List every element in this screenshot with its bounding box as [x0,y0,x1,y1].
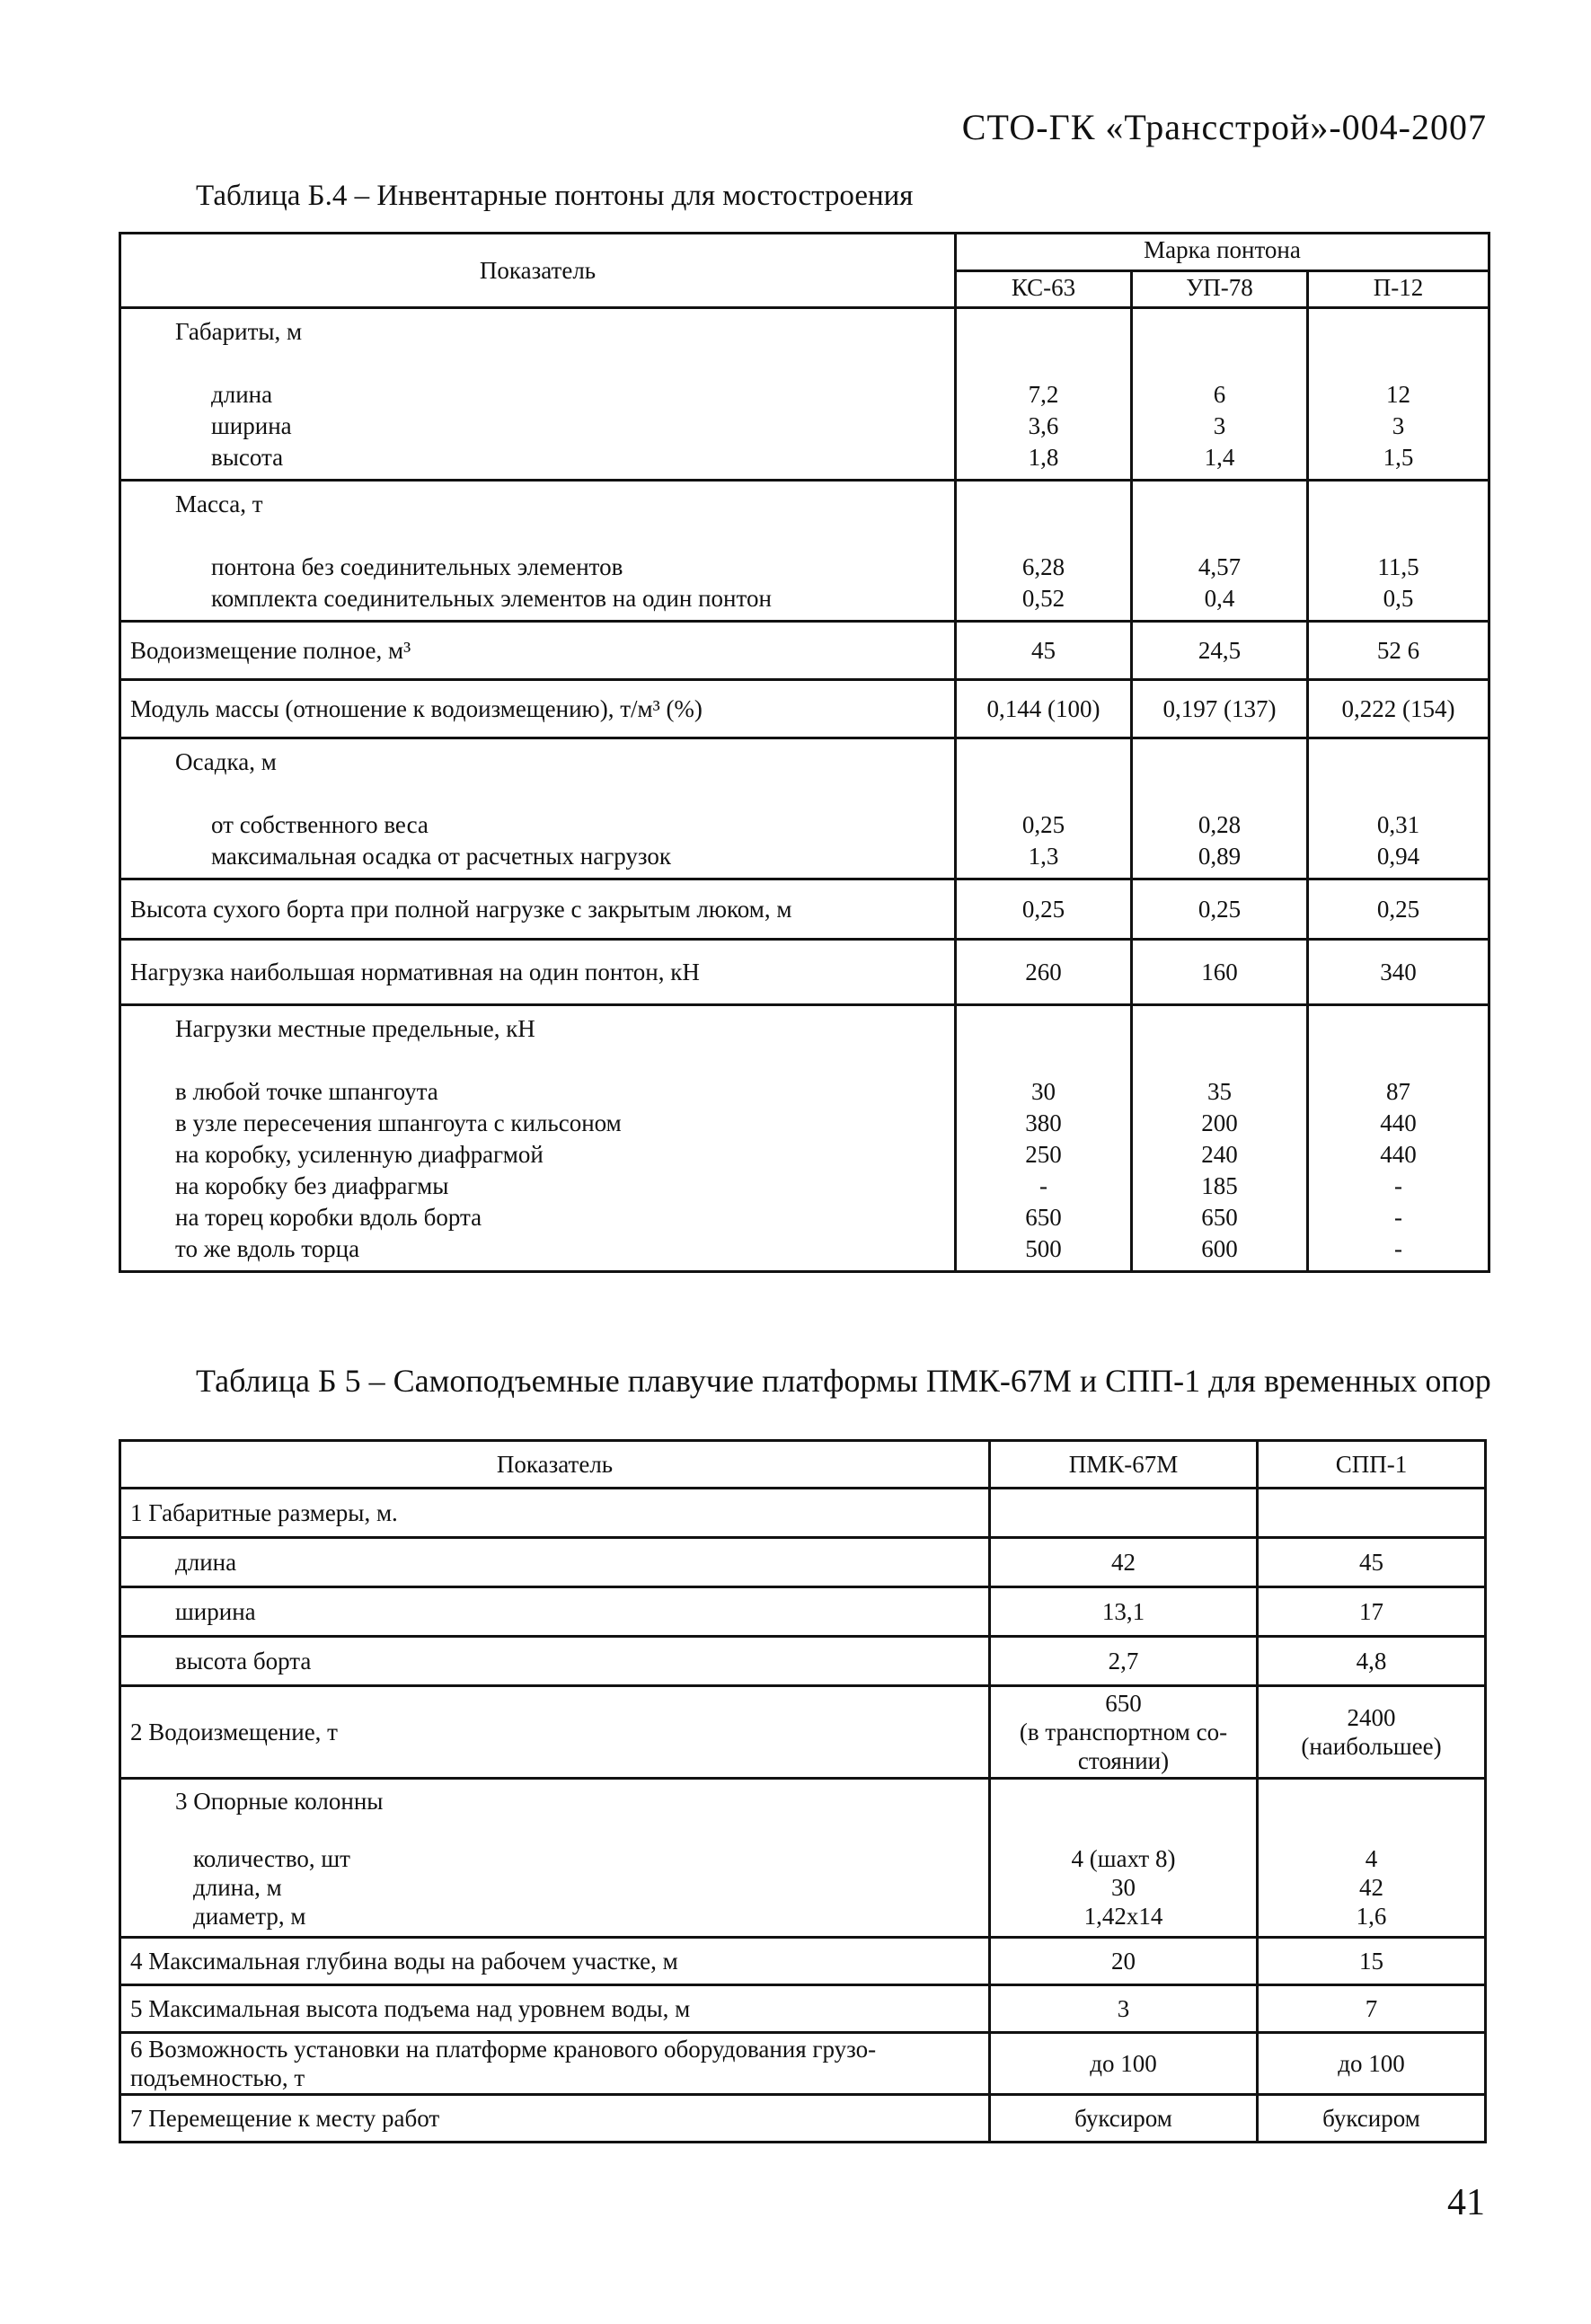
cell-value: 0,197 (137) [1132,680,1308,738]
cell-value: 2400 [1347,1704,1396,1731]
row-label: 6 Возможность установки на платформе кранового оборудования грузо- [130,2036,877,2063]
group-title: Осадка, м [175,748,277,775]
header-col-up78: УП-78 [1132,270,1308,308]
row-label: длина [120,1538,990,1587]
row-label: длина, м [193,1874,282,1901]
table-b5-header-row [120,1441,1486,1489]
cell-value: 87 [1386,1078,1410,1105]
row-label: 4 Максимальная глубина воды на рабочем участке, м [120,1938,990,1985]
row-label: то же вдоль торца [175,1235,360,1262]
table-row-length [120,1538,1486,1587]
cell-value: - [1394,1235,1402,1262]
cell-value: 0,31 [1376,811,1420,838]
row-label: максимальная осадка от расчетных нагрузок [211,843,672,870]
cell-value: 1,3 [1028,843,1059,870]
cell-value: 15 [1258,1938,1486,1985]
cell-value: 0,52 [1021,585,1065,612]
cell-value: 340 [1308,940,1489,1005]
row-label: от собственного веса [211,811,429,838]
table-row-mass [120,481,1489,622]
group-title: 3 Опорные колонны [175,1788,384,1815]
cell-value: 0,4 [1204,585,1235,612]
cell-value: - [1394,1204,1402,1231]
table-b5 [119,1439,1487,2143]
row-label: подъемностью, т [130,2064,305,2091]
cell-value: 600 [1201,1235,1238,1262]
cell-value: 35 [1207,1078,1232,1105]
header-col-spp1: СПП-1 [1258,1441,1486,1489]
table-row-mass-modulus [120,680,1489,738]
cell-value: до 100 [1258,2033,1486,2095]
cell-value: 7 [1258,1985,1486,2033]
cell-value: 52 6 [1308,622,1489,680]
document-code: СТО-ГК «Трансстрой»-004-2007 [961,107,1487,147]
row-label: на коробку, усиленную диафрагмой [175,1141,544,1168]
table-row-displacement [120,622,1489,680]
table-b4-header-row [120,234,1489,271]
cell-value: 2,7 [990,1637,1258,1686]
cell-value: 0,89 [1198,843,1242,870]
row-label: 1 Габаритные размеры, м. [120,1489,990,1538]
table-row-dimensions [120,1489,1486,1538]
cell-value: 42 [1359,1874,1383,1901]
cell-value: - [1394,1172,1402,1199]
cell-value: 440 [1380,1141,1417,1168]
row-label: 7 Перемещение к месту работ [120,2095,990,2143]
cell-value: 0,5 [1383,585,1414,612]
header-indicator: Показатель [120,1441,990,1489]
cell-value: 7,2 [1028,381,1059,408]
row-label: на коробку без диафрагмы [175,1172,449,1199]
row-label: 2 Водоизмещение, т [120,1686,990,1779]
table-b4-caption: Таблица Б.4 – Инвентарные понтоны для мостостроения [196,180,914,212]
cell-value: (в транспортном со- [1019,1719,1228,1745]
row-label: длина [211,381,273,408]
header-col-ks63: КС-63 [956,270,1132,308]
table-row-side-height [120,1637,1486,1686]
row-label: количество, шт [193,1845,350,1872]
cell-value: 17 [1258,1587,1486,1637]
cell-value: 30 [1031,1078,1056,1105]
table-row-crane [120,2033,1486,2095]
table-row-max-load [120,940,1489,1005]
cell-value: 185 [1201,1172,1238,1199]
cell-value: 0,25 [1021,811,1065,838]
cell-value: (наибольшее) [1301,1733,1442,1760]
row-label: ширина [120,1587,990,1637]
cell-value: 0,94 [1376,843,1420,870]
cell-value: 650 [1201,1204,1238,1231]
header-col-p12: П-12 [1308,270,1489,308]
cell-value: 0,28 [1198,811,1242,838]
cell-value: буксиром [990,2095,1258,2143]
cell-value: 3,6 [1028,412,1059,439]
cell-value: 4,57 [1198,553,1242,580]
cell-value: 42 [990,1538,1258,1587]
cell-value: 200 [1201,1109,1238,1136]
row-label: в узле пересечения шпангоута с кильсоном [175,1109,622,1136]
cell-value: 0,144 (100) [956,680,1132,738]
table-b4 [119,232,1490,1273]
table-row-freeboard [120,879,1489,940]
cell-value: 3 [990,1985,1258,2033]
cell-value: 1,8 [1028,444,1059,471]
row-label: диаметр, м [193,1903,306,1930]
cell-value: стоянии) [1077,1747,1170,1774]
cell-value: 650 [1025,1204,1062,1231]
cell-value: 3 [1392,412,1405,439]
cell-value: 1,5 [1383,444,1414,471]
cell-value: 260 [956,940,1132,1005]
table-row-displacement [120,1686,1486,1779]
page-number: 41 [1447,2182,1485,2223]
table-row-max-depth [120,1938,1486,1985]
cell-value: 650 [1105,1690,1142,1717]
cell-value: 4 (шахт 8) [1071,1845,1176,1872]
cell-value: 440 [1380,1109,1417,1136]
table-row-local-loads [120,1005,1489,1272]
cell-value: 13,1 [990,1587,1258,1637]
header-col-pmk67m: ПМК-67М [990,1441,1258,1489]
cell-value: 0,25 [1132,879,1308,940]
cell-value: 45 [1258,1538,1486,1587]
row-label: 5 Максимальная высота подъема над уровнем воды, м [120,1985,990,2033]
header-indicator: Показатель [120,234,956,308]
cell-value: 0,222 (154) [1308,680,1489,738]
cell-value: буксиром [1258,2095,1486,2143]
cell-value: 0,25 [956,879,1132,940]
cell-value: 24,5 [1132,622,1308,680]
table-b5-caption: Таблица Б 5 – Самоподъемные плавучие платформы ПМК-67М и СПП-1 для временных опор [196,1363,1491,1399]
row-label: высота борта [120,1637,990,1686]
row-label: комплекта соединительных элементов на один понтон [211,585,772,612]
cell-value: 20 [990,1938,1258,1985]
cell-value: 45 [956,622,1132,680]
cell-value: 1,42х14 [1083,1903,1163,1930]
cell-value: 6 [1213,381,1226,408]
row-label: на торец коробки вдоль борта [175,1204,482,1231]
cell-value: 4 [1365,1845,1378,1872]
row-label: Высота сухого борта при полной нагрузке с закрытым люком, м [120,879,956,940]
table-row-draft [120,738,1489,879]
cell-value: 11,5 [1377,553,1419,580]
group-title: Масса, т [175,490,263,517]
cell-value: 30 [1111,1874,1136,1901]
table-row-width [120,1587,1486,1637]
table-row-max-lift [120,1985,1486,2033]
cell-value: 4,8 [1258,1637,1486,1686]
cell-value: 380 [1025,1109,1062,1136]
row-label: Водоизмещение полное, м³ [120,622,956,680]
row-label: высота [211,444,284,471]
row-label: понтона без соединительных элементов [211,553,623,580]
cell-value: 12 [1386,381,1410,408]
table-row-transport [120,2095,1486,2143]
cell-value: 240 [1201,1141,1238,1168]
row-label: ширина [211,412,292,439]
row-label: в любой точке шпангоута [175,1078,438,1105]
cell-value: - [1039,1172,1047,1199]
row-label: Модуль массы (отношение к водоизмещению), т/м³ (%) [120,680,956,738]
cell-value: до 100 [990,2033,1258,2095]
cell-value: 1,6 [1356,1903,1387,1930]
header-pontoon-brand: Марка понтона [956,234,1489,271]
cell-value: 3 [1213,412,1226,439]
cell-value: 1,4 [1204,444,1235,471]
group-title: Нагрузки местные предельные, кН [175,1015,535,1042]
cell-value: 160 [1132,940,1308,1005]
cell-value: 0,25 [1308,879,1489,940]
cell-value: 6,28 [1021,553,1065,580]
row-label: Нагрузка наибольшая нормативная на один понтон, кН [120,940,956,1005]
group-title: Габариты, м [175,318,303,345]
cell-value: 500 [1025,1235,1062,1262]
cell-value: 250 [1025,1141,1062,1168]
table-row-columns [120,1779,1486,1938]
table-row-dimensions [120,308,1489,481]
